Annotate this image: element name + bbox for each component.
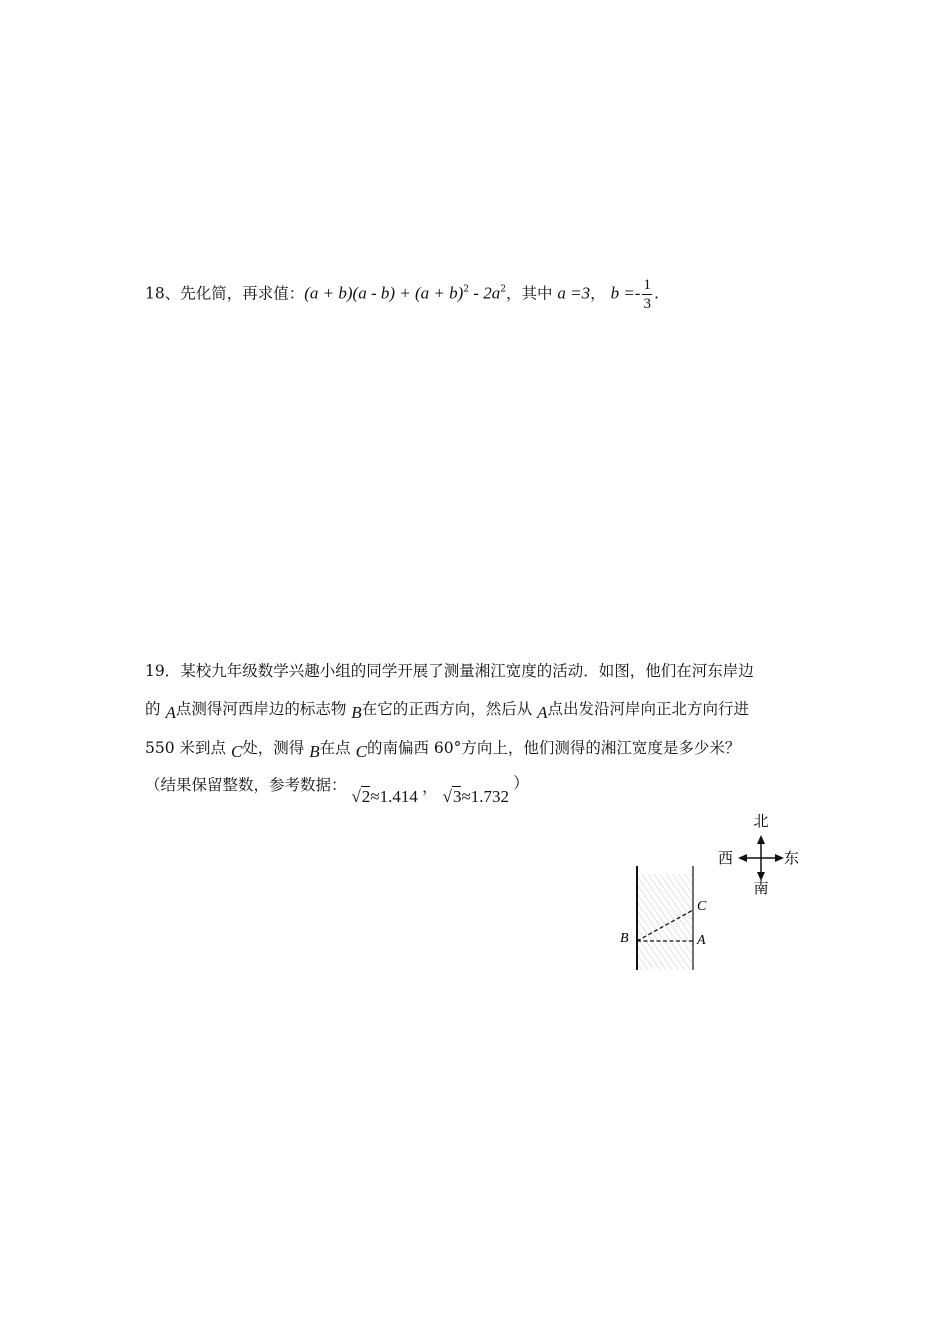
river-figure — [612, 858, 718, 974]
close-paren: ） — [513, 774, 529, 792]
arrow-south-icon — [757, 872, 765, 881]
arrow-north-icon — [757, 835, 765, 844]
question-18 — [145, 276, 659, 313]
arrow-west-icon — [738, 854, 747, 862]
label-B: B — [620, 931, 629, 946]
where-text: ，其中 — [505, 284, 553, 303]
question-19-line-4 — [145, 774, 529, 806]
compass-south: 南 — [753, 881, 769, 897]
compass-west: 西 — [718, 851, 734, 867]
condition-b: b =- — [610, 283, 641, 303]
text-segment: 处，测得 — [242, 739, 305, 757]
radicand: 2 — [361, 787, 371, 806]
compass-north: 北 — [753, 814, 769, 830]
arrow-east-icon — [775, 854, 784, 862]
text-segment: 点测得河西岸边的标志物 — [175, 700, 347, 718]
label-A: A — [697, 933, 706, 948]
text-segment: 在点 — [319, 739, 351, 757]
approx-value: ≈1.732 — [461, 787, 510, 806]
text-segment: 点出发沿河岸向正北方向行进 — [547, 700, 750, 718]
variable-B: B — [309, 742, 320, 761]
label-C: C — [697, 899, 707, 914]
river-water — [638, 874, 692, 970]
question-number: 19． — [145, 662, 181, 680]
sqrt-3-approx — [443, 787, 514, 806]
question-text: 某校九年级数学兴趣小组的同学开展了测量湘江宽度的活动．如图，他们在河东岸边 — [180, 662, 754, 680]
variable-A: A — [165, 703, 176, 722]
separator: ， — [422, 778, 438, 796]
question-19-line-1 — [145, 664, 754, 680]
exponent: 2 — [463, 284, 470, 295]
sqrt-2: √2 — [351, 787, 371, 806]
expression-part: - 2a — [469, 283, 501, 303]
fraction-denominator: 3 — [643, 296, 651, 312]
text-segment: 的南偏西 60°方向上，他们测得的湘江宽度是多少米？ — [366, 739, 741, 757]
end-mark: . — [653, 284, 659, 303]
question-19-line-2 — [145, 700, 750, 722]
fraction — [642, 276, 652, 313]
sqrt-2-approx — [351, 787, 422, 806]
compass-east: 东 — [784, 851, 800, 867]
expression-part: (a + b)(a - b) + (a + b) — [304, 283, 464, 303]
text-segment: 550 米到点 — [145, 739, 227, 757]
text-segment: 在它的正西方向，然后从 — [361, 700, 533, 718]
exponent: 2 — [500, 284, 506, 295]
variable-C: C — [355, 742, 367, 761]
variable-A: A — [537, 703, 548, 722]
fraction-numerator: 1 — [643, 277, 651, 293]
sqrt-3: √3 — [442, 787, 462, 806]
approx-value: ≈1.414 — [370, 787, 418, 806]
text-segment: 的 — [145, 700, 161, 718]
variable-B: B — [351, 703, 362, 722]
compass-rose — [716, 808, 806, 900]
question-prompt: 先化简，再求值： — [180, 284, 305, 303]
question-number: 18、 — [145, 284, 181, 303]
question-19-line-3 — [145, 739, 741, 761]
condition-a: a =3 — [557, 283, 591, 303]
text-segment: （结果保留整数，参考数据： — [145, 776, 347, 794]
radicand: 3 — [452, 787, 462, 806]
variable-C: C — [230, 742, 243, 761]
separator: ， — [590, 284, 606, 303]
